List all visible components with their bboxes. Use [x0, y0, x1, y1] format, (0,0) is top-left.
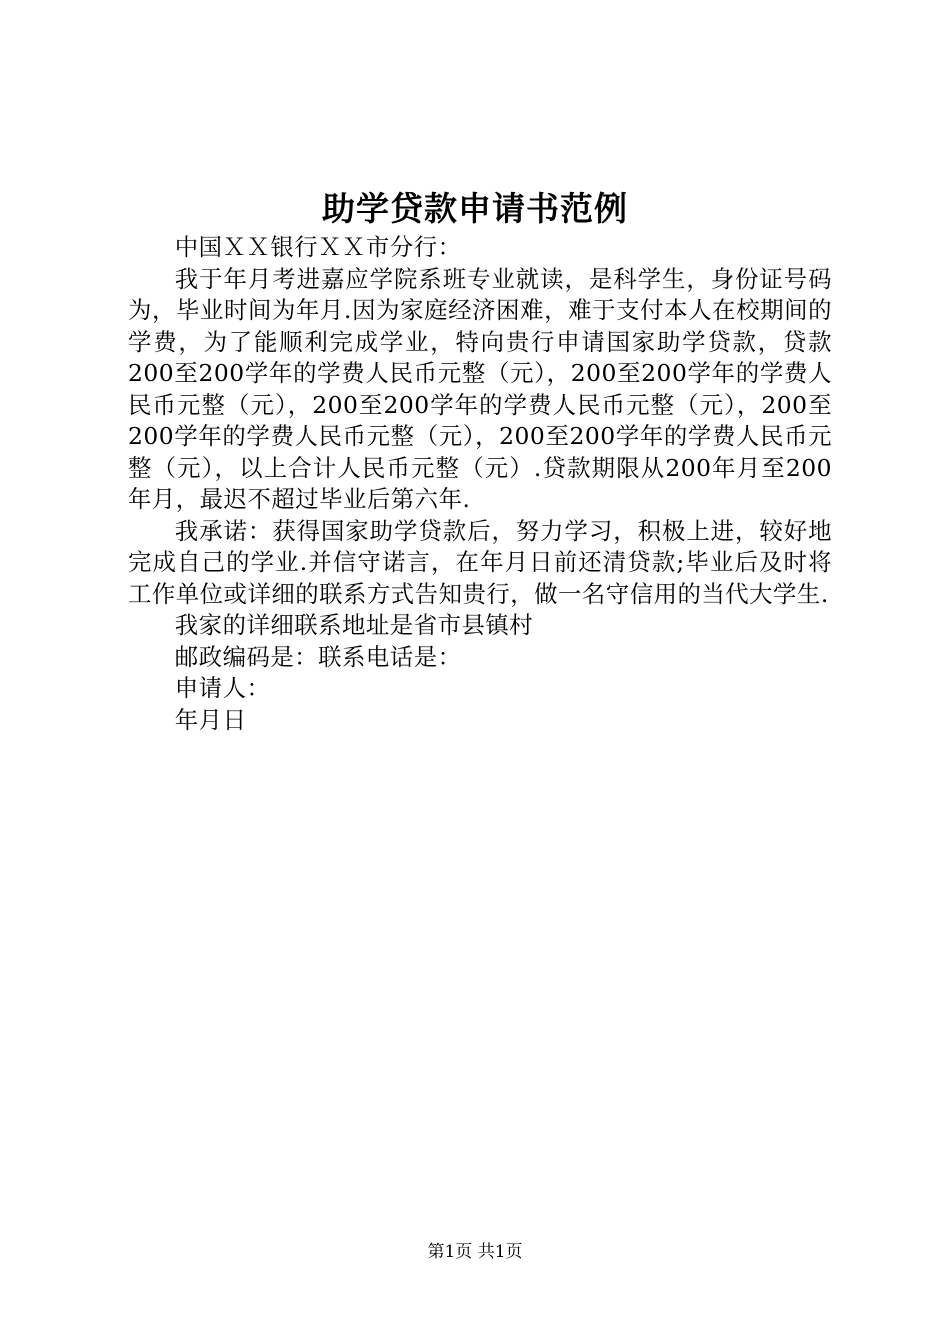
postal-phone-line: 邮政编码是：联系电话是： [174, 642, 462, 671]
address-line: 我家的详细联系地址是省市县镇村 [174, 611, 534, 639]
date-line: 年月日 [174, 705, 247, 734]
page-footer: 第1页 共1页 [427, 1242, 523, 1262]
paragraph-commitment: 我承诺：获得国家助学贷款后，努力学习，积极上进，较好地完成自己的学业.并信守诺言，在年月日前还清贷款;毕业后及时将工作单位或详细的联系方式告知贵行，做一名守信用的当代大学生. [128, 516, 832, 608]
document-body [128, 232, 832, 736]
applicant-line: 申请人： [174, 674, 271, 702]
salutation: 中国ＸＸ银行ＸＸ市分行： [174, 233, 462, 261]
paragraph-application: 我于年月考进嘉应学院系班专业就读，是科学生，身份证号码为，毕业时间为年月.因为家庭经济困难，难于支付本人在校期间的学费，为了能顺利完成学业，特向贵行申请国家助学贷款，贷款200至200学年的学费人民币元整（元），200至200学年的学费人民币元整（元），200至200学年的学费人民币元整（元），200至200学年的学费人民币元整（元），200至200学年的学费人民币元整（元），以上合计人民币元整（元）.贷款期限从200年月至200年月，最迟不超过毕业后第六年. [128, 264, 832, 513]
document-title: 助学贷款申请书范例 [322, 189, 628, 228]
